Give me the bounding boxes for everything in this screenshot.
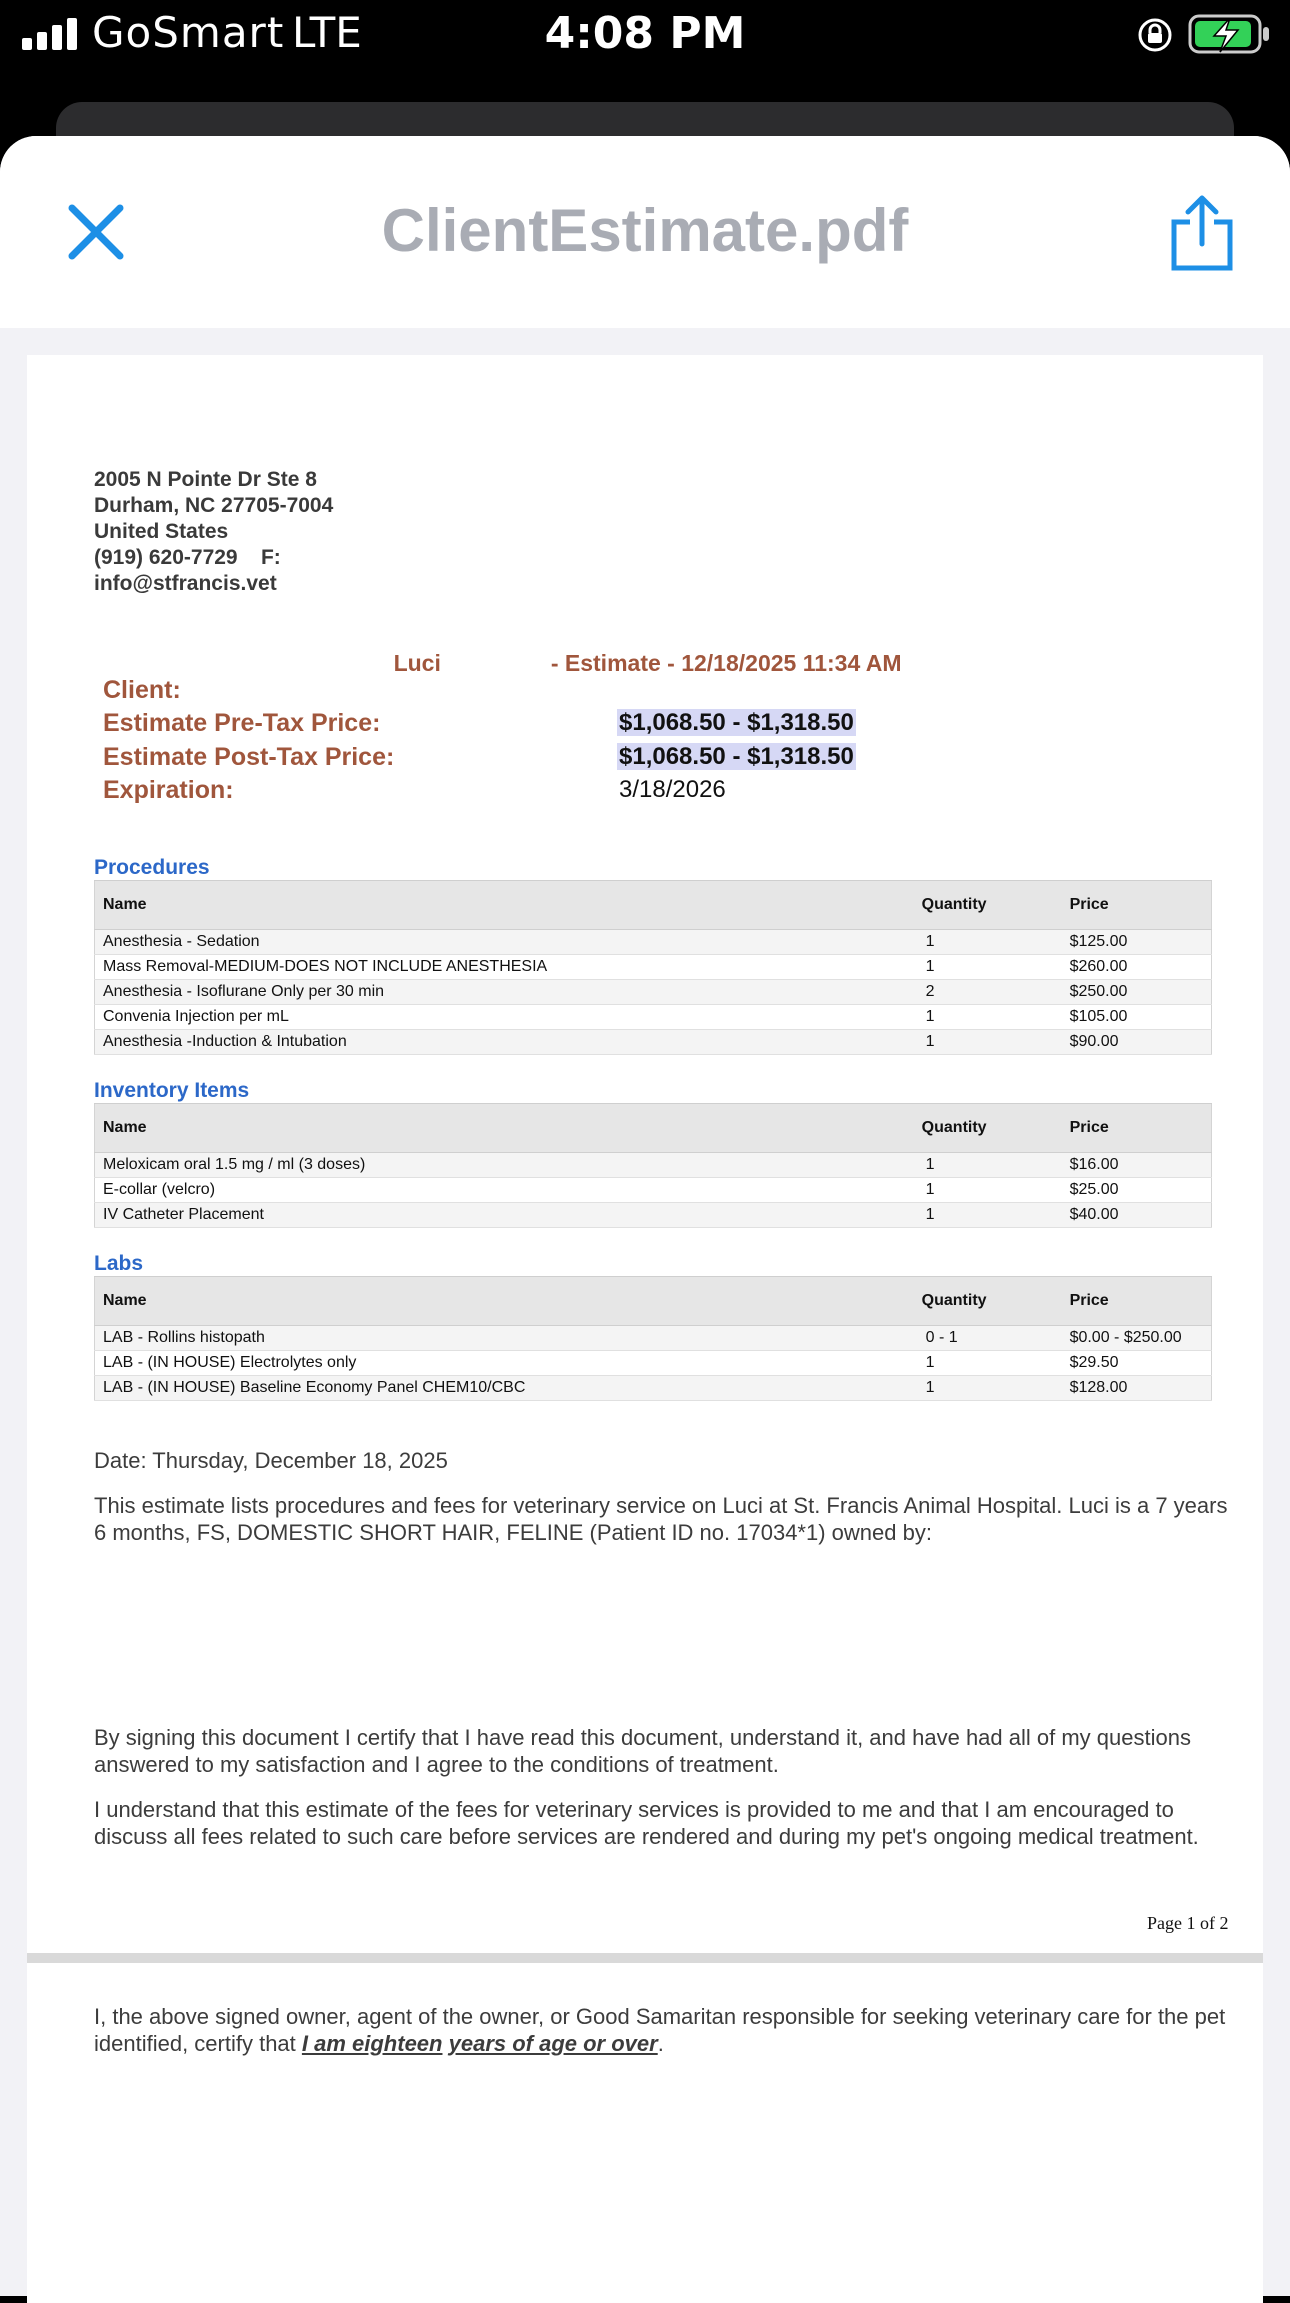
cell-price: $125.00 [1062,930,1212,955]
col-quantity: Quantity [914,1104,1062,1153]
address-line: Durham, NC 27705-7004 [94,494,334,517]
pdf-page-2 [27,1963,1263,2303]
col-price: Price [1062,1104,1212,1153]
cell-price: $25.00 [1062,1178,1212,1203]
share-icon[interactable] [1168,192,1236,272]
cell-name: IV Catheter Placement [95,1203,914,1228]
cell-quantity: 1 [914,1203,1062,1228]
fees-paragraph: I understand that this estimate of the fees for veterinary services is provided to me and that I am encouraged to discuss all fees related to such care before services are rendered and during my pet's ongoing medical treatment. [94,1797,1199,1849]
cell-name: LAB - (IN HOUSE) Baseline Economy Panel CHEM10/CBC [95,1376,914,1401]
status-bar [0,0,1290,70]
address-line: United States [94,520,229,543]
estimate-heading [368,623,902,704]
cell-quantity: 1 [914,1376,1062,1401]
cell-price: $29.50 [1062,1351,1212,1376]
table-row [95,1326,1212,1351]
patient-name: Luci [393,650,441,676]
cell-name: E-collar (velcro) [95,1178,914,1203]
page-number: Page 1 of 2 [1147,1913,1229,1933]
table-row [95,1153,1212,1178]
network-label: LTE [292,8,362,57]
col-quantity: Quantity [914,881,1062,930]
posttax-value [617,743,856,771]
table-row [95,1030,1212,1055]
table-row [95,1376,1212,1401]
age-certification-paragraph [94,2003,1244,2057]
col-price: Price [1062,881,1212,930]
cell-quantity: 1 [914,1178,1062,1203]
intro-paragraph: This estimate lists procedures and fees for veterinary service on Luci at St. Francis Animal Hospital. Luci is a 7 years 6 months, FS, DOMESTIC SHORT HAIR, FELINE (Patient ID no. 17034*1) owned by: [94,1493,1228,1545]
cell-quantity: 1 [914,1005,1062,1030]
cell-quantity: 1 [914,1030,1062,1055]
cell-price: $260.00 [1062,955,1212,980]
col-name: Name [95,881,914,930]
col-name: Name [95,1104,914,1153]
col-quantity: Quantity [914,1277,1062,1326]
inventory-title: Inventory Items [94,1079,250,1102]
signing-paragraph: By signing this document I certify that I have read this document, understand it, and have had all of my questions answered to my satisfaction and I agree to the conditions of treatment. [94,1725,1191,1777]
table-row [95,1351,1212,1376]
battery-charging-icon [1188,12,1272,56]
cell-price: $16.00 [1062,1153,1212,1178]
cell-quantity: 0 - 1 [914,1326,1062,1351]
table-row [95,1178,1212,1203]
period: . [657,2031,664,2056]
client-label: Client: [103,676,181,704]
pretax-value [617,709,856,737]
date-line: Date: Thursday, December 18, 2025 [94,1448,448,1473]
cell-quantity: 1 [914,1351,1062,1376]
table-row [95,930,1212,955]
table-row [95,955,1212,980]
cell-quantity: 1 [914,955,1062,980]
procedures-table [94,880,1212,1055]
labs-title: Labs [94,1252,144,1275]
pretax-value-text: $1,068.50 - $1,318.50 [619,709,854,736]
cell-quantity: 1 [914,930,1062,955]
expiration-label: Expiration: [103,776,234,804]
col-name: Name [95,1277,914,1326]
address-line: 2005 N Pointe Dr Ste 8 [94,468,317,491]
document-title: ClientEstimate.pdf [381,197,909,264]
cell-name: Convenia Injection per mL [95,1005,914,1030]
cell-name: Anesthesia - Isoflurane Only per 30 min [95,980,914,1005]
cell-quantity: 1 [914,1153,1062,1178]
cell-price: $40.00 [1062,1203,1212,1228]
clinic-address [94,467,694,597]
table-header-row [95,881,1212,930]
page-separator [27,1953,1263,1963]
cell-price: $105.00 [1062,1005,1212,1030]
cell-name: LAB - Rollins histopath [95,1326,914,1351]
table-header-row [95,1104,1212,1153]
cell-quantity: 2 [914,980,1062,1005]
cell-name: LAB - (IN HOUSE) Electrolytes only [95,1351,914,1376]
posttax-label: Estimate Post-Tax Price: [103,743,395,771]
labs-table [94,1276,1212,1401]
table-header-row [95,1277,1212,1326]
expiration-value: 3/18/2026 [619,776,726,803]
col-price: Price [1062,1277,1212,1326]
cell-name: Mass Removal-MEDIUM-DOES NOT INCLUDE ANESTHESIA [95,955,914,980]
clock: 4:08 PM [544,8,746,59]
cell-name: Meloxicam oral 1.5 mg / ml (3 doses) [95,1153,914,1178]
table-row [95,1203,1212,1228]
address-line: (919) 620-7729 F: [94,546,281,569]
rotation-lock-icon [1136,16,1174,54]
pdf-page-1 [27,355,1263,1955]
inventory-table [94,1103,1212,1228]
procedures-title: Procedures [94,856,210,879]
estimate-heading-text: - Estimate - 12/18/2025 11:34 AM [550,650,902,676]
cell-name: Anesthesia -Induction & Intubation [95,1030,914,1055]
cell-price: $128.00 [1062,1376,1212,1401]
cell-price: $0.00 - $250.00 [1062,1326,1212,1351]
cell-name: Anesthesia - Sedation [95,930,914,955]
cell-price: $250.00 [1062,980,1212,1005]
address-line: info@stfrancis.vet [94,572,277,595]
table-row [95,1005,1212,1030]
pretax-label: Estimate Pre-Tax Price: [103,709,381,737]
age-certification-text: I, the above signed owner, agent of the owner, or Good Samaritan responsible for seeking veterinary care for the pet identified, certify that [94,2004,1226,2056]
emphasis-age: years of age or over [448,2031,658,2056]
table-row [95,980,1212,1005]
emphasis-eighteen: I am eighteen [301,2031,443,2056]
cell-price: $90.00 [1062,1030,1212,1055]
posttax-value-text: $1,068.50 - $1,318.50 [619,743,854,770]
carrier-label: GoSmart [92,8,285,57]
